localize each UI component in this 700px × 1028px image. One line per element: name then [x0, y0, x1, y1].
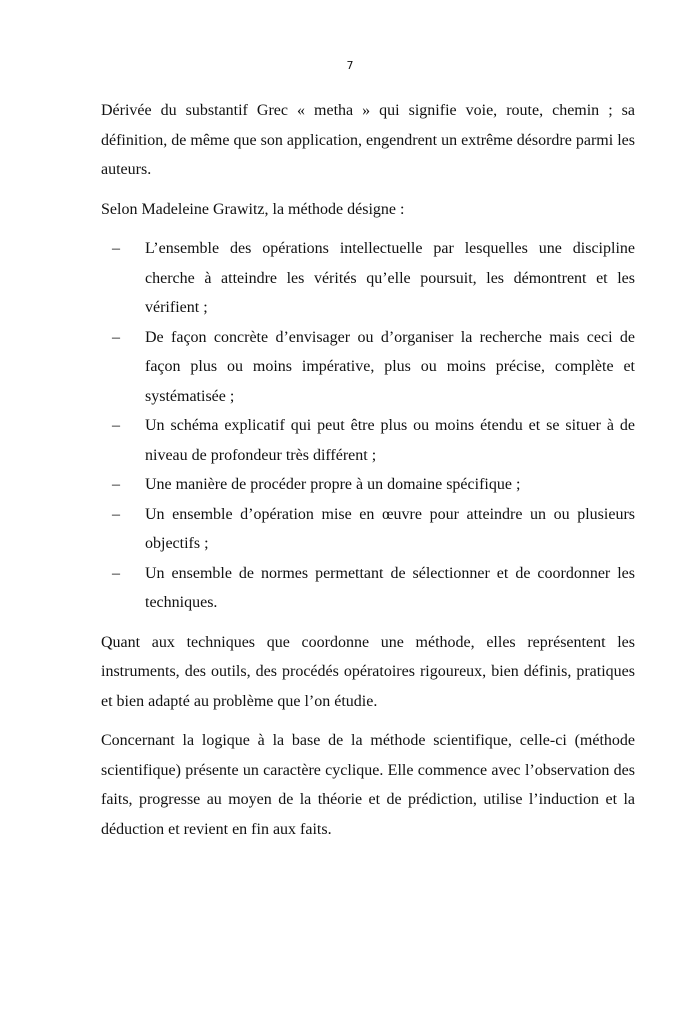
list-item — [101, 411, 635, 470]
list-item — [101, 323, 635, 412]
paragraph-scientific-logic: Concernant la logique à la base de la méthode scientifique, celle-ci (méthode scientifique) présente un caractère cyclique. Elle commence avec l’observation des faits, progresse au moyen de la théorie et de prédiction, utilise l’induction et la déduction et revient en fin aux faits. — [101, 732, 635, 838]
list-item — [101, 470, 635, 500]
list-item-text: Une manière de procéder propre à un domaine spécifique ; — [145, 476, 521, 493]
dash-bullet-icon: – — [112, 476, 120, 493]
dash-bullet-icon: – — [112, 505, 120, 523]
list-item-text: Un ensemble de normes permettant de sélectionner et de coordonner les techniques. — [145, 564, 635, 611]
dash-bullet-icon: – — [112, 417, 120, 434]
list-item — [101, 500, 635, 559]
list-item-text: Un ensemble d’opération mise en œuvre pour atteindre un ou plusieurs objectifs ; — [145, 505, 635, 552]
list-item-text: Un schéma explicatif qui peut être plus ou moins étendu et se situer à de niveau de profondeur très différent ; — [145, 417, 635, 464]
paragraph-grawitz-intro: Selon Madeleine Grawitz, la méthode désigne : — [101, 200, 405, 218]
list-item-text: De façon concrète d’envisager ou d’organiser la recherche mais ceci de façon plus ou moins impérative, plus ou moins précise, complète et systématisée ; — [145, 328, 635, 405]
paragraph-etymology: Dérivée du substantif Grec « metha » qui signifie voie, route, chemin ; sa définition, de même que son application, engendrent un extrême désordre parmi les auteurs. — [101, 102, 635, 178]
paragraph-techniques: Quant aux techniques que coordonne une méthode, elles représentent les instruments, des outils, des procédés opératoires rigoureux, bien définis, pratiques et bien adapté au problème que l’on étudie. — [101, 633, 635, 710]
page-number: 7 — [346, 59, 354, 72]
dash-bullet-icon: – — [112, 564, 120, 582]
definition-list — [101, 234, 635, 618]
list-item — [101, 234, 635, 323]
list-item-text: L’ensemble des opérations intellectuelle par lesquelles une discipline cherche à atteindre les vérités qu’elle poursuit, les démontrent et les vérifient ; — [145, 240, 635, 316]
list-item — [101, 559, 635, 618]
dash-bullet-icon: – — [112, 240, 120, 257]
dash-bullet-icon: – — [112, 328, 120, 346]
document-body — [101, 96, 635, 854]
